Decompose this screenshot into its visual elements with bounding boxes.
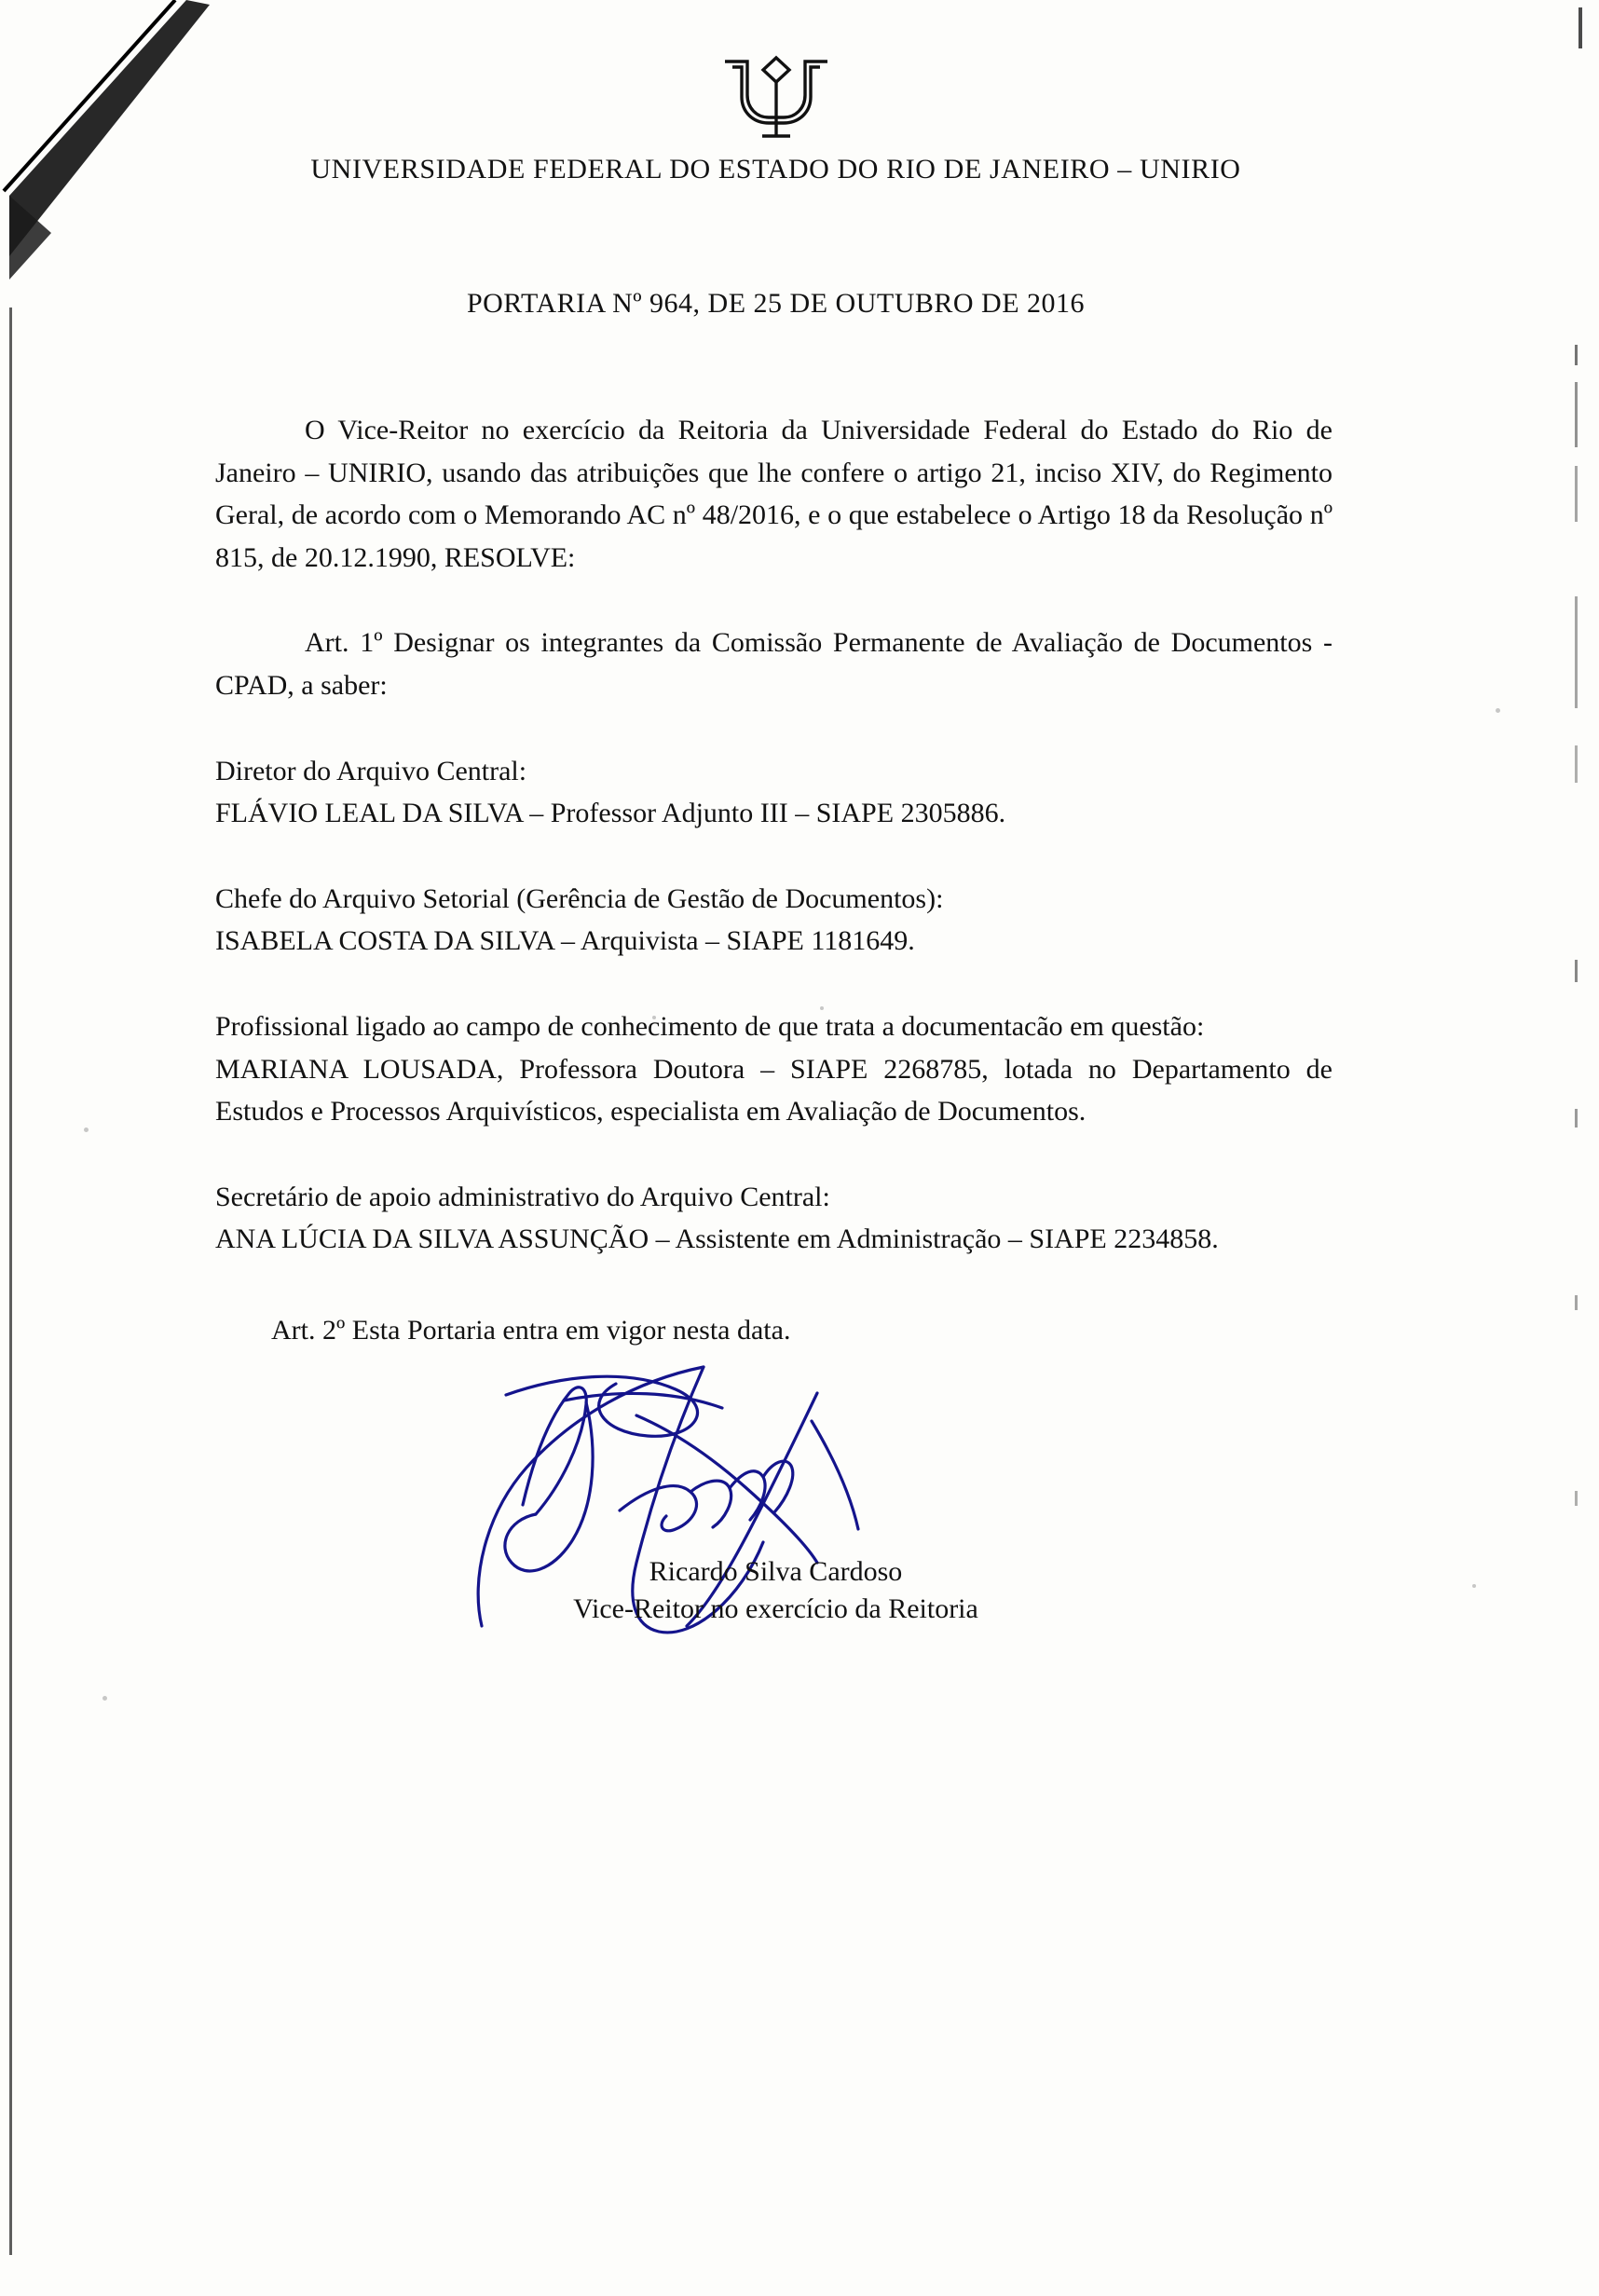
document-content	[210, 0, 1342, 1669]
article-2-paragraph: Art. 2º Esta Portaria entra em vigor nesta data.	[271, 1314, 791, 1346]
scan-edge-marks	[1534, 0, 1599, 2296]
logo-container	[210, 0, 1342, 185]
member-role: Chefe do Arquivo Setorial (Gerência de Gestão de Documentos):	[215, 882, 944, 914]
member-detail: MARIANA LOUSADA, Professora Doutora – SIAPE 2268785, lotada no Departamento de Estudos e Processos Arquivísticos, especialista em Avaliação de Documentos.	[215, 1053, 1332, 1128]
signatory-name: Ricardo Silva Cardoso	[649, 1555, 903, 1587]
member-role: Profissional ligado ao campo de conhecimento de que trata a documentacão em questão:	[215, 1010, 1205, 1042]
member-detail: FLÁVIO LEAL DA SILVA – Professor Adjunto III – SIAPE 2305886.	[215, 798, 1006, 829]
document-body	[210, 409, 1342, 1352]
institution-name: UNIVERSIDADE FEDERAL DO ESTADO DO RIO DE JANEIRO – UNIRIO	[310, 154, 1241, 184]
member-entry	[215, 1005, 1332, 1133]
member-entry	[215, 1176, 1332, 1261]
member-entry	[215, 750, 1332, 835]
member-detail: ISABELA COSTA DA SILVA – Arquivista – SIAPE 1181649.	[215, 925, 915, 957]
signature-area	[210, 1361, 1342, 1669]
preamble-text: O Vice-Reitor no exercício da Reitoria da Universidade Federal do Estado do Rio de Janeiro – UNIRIO, usando das atribuições que lhe confere o artigo 21, inciso XIV, do Regimento Geral, de acordo com o Memorando AC nº 48/2016, e o que estabelece o Artigo 18 da Resolução nº 815, de 20.12.1990, RESOLVE:	[215, 415, 1332, 573]
page-edge-line	[9, 308, 12, 2255]
signature-names	[210, 1553, 1342, 1629]
scan-speck	[84, 1128, 89, 1132]
scan-speck	[102, 1696, 107, 1701]
unirio-logo-icon	[716, 54, 837, 140]
member-detail: ANA LÚCIA DA SILVA ASSUNÇÃO – Assistente em Administração – SIAPE 2234858.	[215, 1223, 1219, 1255]
member-role: Diretor do Arquivo Central:	[215, 755, 527, 786]
article-1-paragraph	[215, 622, 1332, 706]
page-fold-artifact	[0, 0, 214, 308]
page-title: PORTARIA Nº 964, DE 25 DE OUTUBRO DE 2016	[466, 288, 1086, 319]
member-entry	[215, 878, 1332, 963]
signatory-position: Vice-Reitor no exercício da Reitoria	[573, 1593, 978, 1624]
article-1-text: Art. 1º Designar os integrantes da Comissão Permanente de Avaliação de Documentos - CPAD, a saber:	[215, 627, 1332, 701]
preamble-paragraph	[215, 409, 1332, 579]
member-role: Secretário de apoio administrativo do Arquivo Central:	[215, 1181, 830, 1212]
scan-speck	[1472, 1584, 1476, 1588]
scan-speck	[1496, 708, 1500, 713]
